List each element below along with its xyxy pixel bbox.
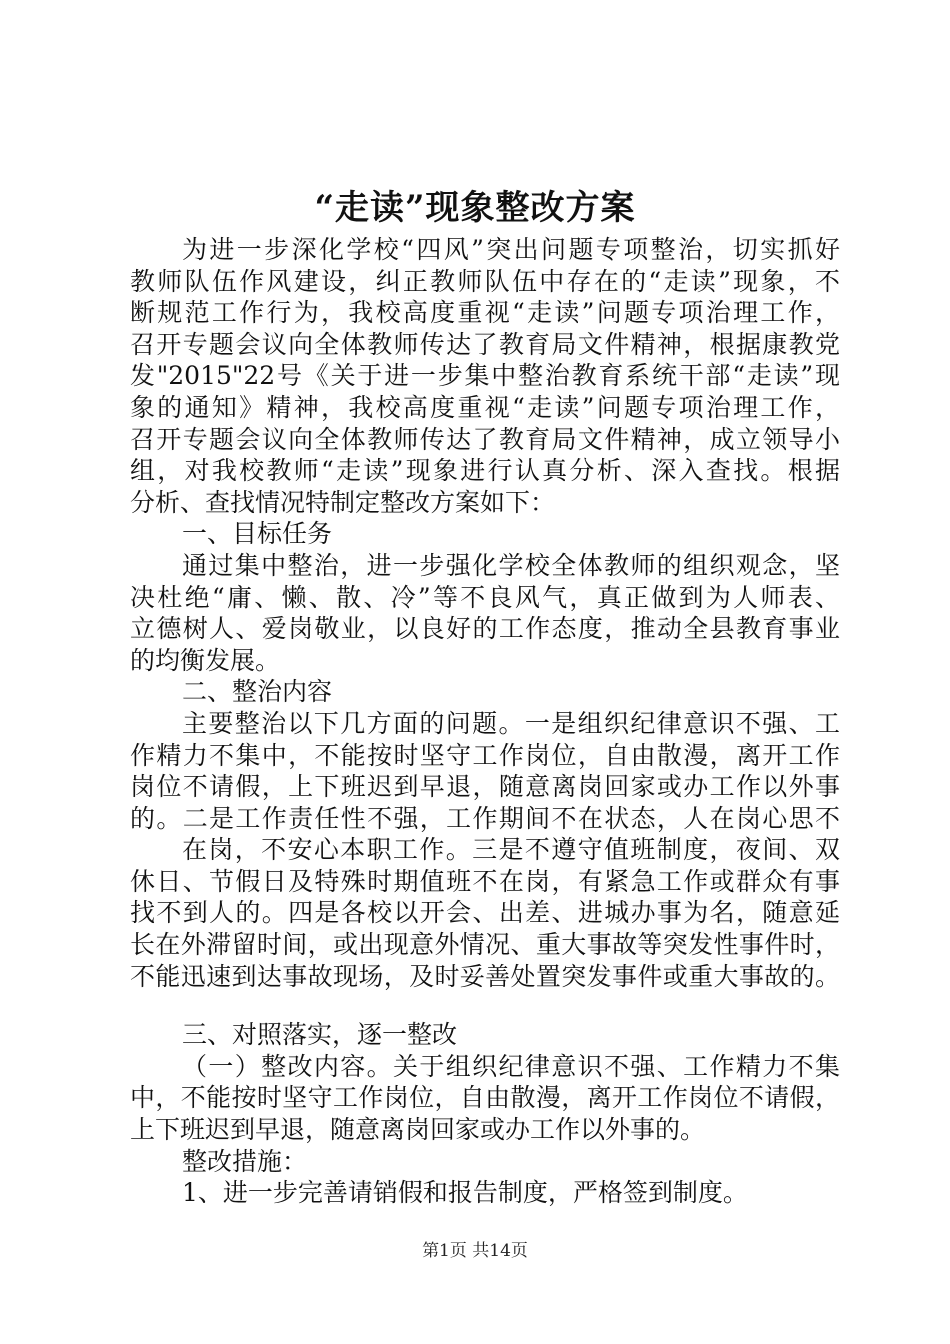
- paragraph-line: 通过集中整治，进一步强化学校全体教师的组织观念，坚: [182, 550, 840, 580]
- paragraph-line: 找不到人的。四是各校以开会、出差、进城办事为名，随意延: [130, 898, 840, 928]
- paragraph-line: 上下班迟到早退，随意离岗回家或办工作以外事的。: [130, 1115, 706, 1145]
- paragraph-line: 岗位不请假，上下班迟到早退，随意离岗回家或办工作以外事: [130, 772, 840, 802]
- paragraph-line: 为进一步深化学校“四风”突出问题专项整治，切实抓好: [182, 235, 840, 264]
- subsection-heading: 整改措施：: [182, 1146, 308, 1176]
- paragraph-line: 分析、查找情况特制定整改方案如下：: [130, 487, 556, 517]
- paragraph-line: 作精力不集中，不能按时坚守工作岗位，自由散漫，离开工作: [130, 740, 840, 770]
- paragraph-line: 在岗，不安心本职工作。三是不遵守值班制度，夜间、双: [182, 835, 840, 865]
- paragraph-gap: [130, 992, 840, 1019]
- paragraph-line: 长在外滞留时间，或出现意外情况、重大事故等突发性事件时，: [130, 930, 840, 960]
- document-title: “走读”现象整改方案: [314, 188, 636, 228]
- paragraph-line: 不能迅速到达事故现场，及时妥善处置突发事件或重大事故的。: [130, 961, 840, 991]
- paragraph-line: 的。二是工作责任性不强，工作期间不在状态，人在岗心思不: [130, 803, 840, 833]
- list-item: 1、进一步完善请销假和报告制度，严格签到制度。: [182, 1178, 748, 1208]
- paragraph-line: 组，对我校教师“走读”现象进行认真分析、深入查找。根据: [130, 456, 840, 486]
- paragraph-line: （一）整改内容。关于组织纪律意识不强、工作精力不集: [182, 1051, 840, 1081]
- section-heading: 三、对照落实，逐一整改: [182, 1020, 458, 1050]
- section-heading: 一、目标任务: [182, 519, 333, 549]
- paragraph-line: 决杜绝“庸、懒、散、冷”等不良风气，真正做到为人师表、: [130, 582, 840, 612]
- paragraph-line: 召开专题会议向全体教师传达了教育局文件精神，根据康教党: [130, 329, 840, 359]
- document-body: [130, 234, 840, 1209]
- page-number: 第1页 共14页: [422, 1241, 528, 1261]
- paragraph-line: 教师队伍作风建设，纠正教师队伍中存在的“走读”现象，不: [130, 266, 840, 296]
- paragraph-line: 断规范工作行为，我校高度重视“走读”问题专项治理工作，: [130, 298, 840, 328]
- paragraph-line: 立德树人、爱岗敬业，以良好的工作态度，推动全县教育事业: [130, 614, 840, 644]
- paragraph-line: 的均衡发展。: [130, 645, 281, 675]
- paragraph-line: 主要整治以下几方面的问题。一是组织纪律意识不强、工: [182, 708, 840, 738]
- paragraph-line: 发"2015"22号《关于进一步集中整治教育系统干部“走读”现: [130, 361, 840, 391]
- paragraph-line: 休日、节假日及特殊时期值班不在岗，有紧急工作或群众有事: [130, 866, 840, 896]
- paragraph-line: 召开专题会议向全体教师传达了教育局文件精神，成立领导小: [130, 424, 840, 454]
- paragraph-line: 中，不能按时坚守工作岗位，自由散漫，离开工作岗位不请假，: [130, 1083, 840, 1113]
- section-heading: 二、整治内容: [182, 677, 333, 707]
- paragraph-line: 象的通知》精神，我校高度重视“走读”问题专项治理工作，: [130, 392, 840, 422]
